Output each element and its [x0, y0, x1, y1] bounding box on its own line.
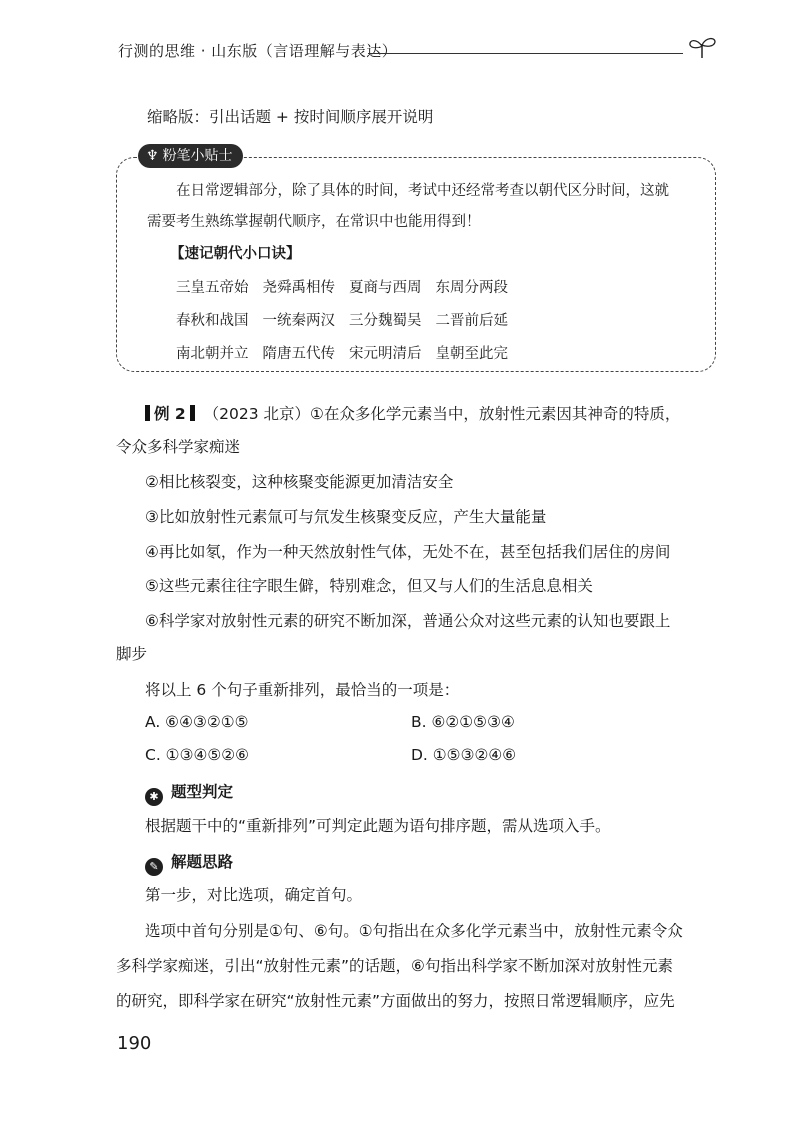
solution-para-line-3: 的研究，即科学家在研究“放射性元素”方面做出的努力，按照日常逻辑顺序，应先 [116, 992, 675, 1010]
rhyme-row [176, 276, 522, 297]
sentence-6: ⑥科学家对放射性元素的研究不断加深，普通公众对这些元素的认知也要跟上 [145, 612, 671, 630]
rhyme-phrase: 三分魏蜀吴 [349, 313, 422, 329]
example-first-line [141, 404, 680, 424]
running-header [118, 40, 718, 70]
rhyme-phrase: 三皇五帝始 [176, 280, 249, 296]
rhyme-title: 【速记朝代小口诀】 [170, 246, 301, 262]
rhyme-phrase: 一统秦两汉 [262, 313, 335, 329]
tip-line-1: 在日常逻辑部分，除了具体的时间，考试中还经常考查以朝代区分时间，这就 [176, 183, 669, 199]
option-d: D. ①⑤③②④⑥ [411, 746, 517, 764]
rhyme-phrase: 二晋前后延 [435, 313, 508, 329]
bar-mark [190, 405, 195, 421]
solution-step-1: 第一步，对比选项，确定首句。 [145, 886, 363, 904]
rhyme-phrase: 春秋和战国 [176, 313, 249, 329]
rhyme-phrase: 隋唐五代传 [262, 346, 335, 362]
tip-badge [138, 144, 243, 168]
pen-icon: ✎ [145, 858, 163, 876]
rhyme-phrase: 南北朝并立 [176, 346, 249, 362]
rhyme-row [176, 309, 522, 330]
tip-badge-label: 粉笔小贴士 [162, 148, 233, 164]
rhyme-phrase: 皇朝至此完 [435, 346, 508, 362]
type-judgment-title: 题型判定 [171, 783, 234, 801]
option-a: A. ⑥④③②①⑤ [145, 713, 249, 731]
header-rule [368, 53, 683, 54]
bar-mark [145, 405, 150, 421]
sentence-5: ⑤这些元素往往字眼生僻，特别难念，但又与人们的生活息息相关 [145, 577, 593, 595]
sentence-2: ②相比核裂变，这种核聚变能源更加清洁安全 [145, 473, 454, 491]
type-judgment-text: 根据题干中的“重新排列”可判定此题为语句排序题，需从选项入手。 [145, 817, 611, 835]
rhyme-row [176, 342, 522, 363]
example-source: （2023 北京） [203, 405, 310, 423]
sentence-1: ①在众多化学元素当中，放射性元素因其神奇的特质， [310, 405, 681, 423]
sentence-4: ④再比如氡，作为一种天然放射性气体，无处不在，甚至包括我们居住的房间 [145, 543, 671, 561]
option-c: C. ①③④⑤②⑥ [145, 746, 250, 764]
sprout-icon [686, 34, 718, 60]
option-b: B. ⑥②①⑤③④ [411, 713, 515, 731]
solution-para-line-1: 选项中首句分别是①句、⑥句。①句指出在众多化学元素当中，放射性元素令众 [145, 922, 683, 940]
example-tag: 例 2 [154, 405, 186, 423]
rhyme-phrase: 宋元明清后 [349, 346, 422, 362]
tip-line-2: 需要考生熟练掌握朝代顺序，在常识中也能用得到！ [147, 214, 481, 230]
type-judgment-heading [145, 780, 233, 806]
book-title: 行测的思维 · 山东版（言语理解与表达） [118, 40, 403, 61]
question-stem: 将以上 6 个句子重新排列，最恰当的一项是： [145, 681, 460, 699]
rhyme-phrase: 夏商与西周 [349, 280, 422, 296]
rhyme-phrase: 东周分两段 [435, 280, 508, 296]
solution-title: 解题思路 [171, 853, 234, 871]
page-number: 190 [117, 1033, 152, 1054]
sentence-1-cont: 令众多科学家痴迷 [116, 438, 241, 456]
gear-icon: ✱ [145, 788, 163, 806]
solution-heading [145, 850, 233, 876]
abridged-summary: 缩略版：引出话题 + 按时间顺序展开说明 [147, 108, 434, 126]
sentence-6-cont: 脚步 [116, 645, 148, 663]
rhyme-phrase: 尧舜禹相传 [262, 280, 335, 296]
solution-para-line-2: 多科学家痴迷，引出“放射性元素”的话题，⑥句指出科学家不断加深对放射性元素 [116, 957, 673, 975]
leaf-icon: ♆ [146, 148, 159, 164]
sentence-3: ③比如放射性元素氚可与氘发生核聚变反应，产生大量能量 [145, 508, 547, 526]
